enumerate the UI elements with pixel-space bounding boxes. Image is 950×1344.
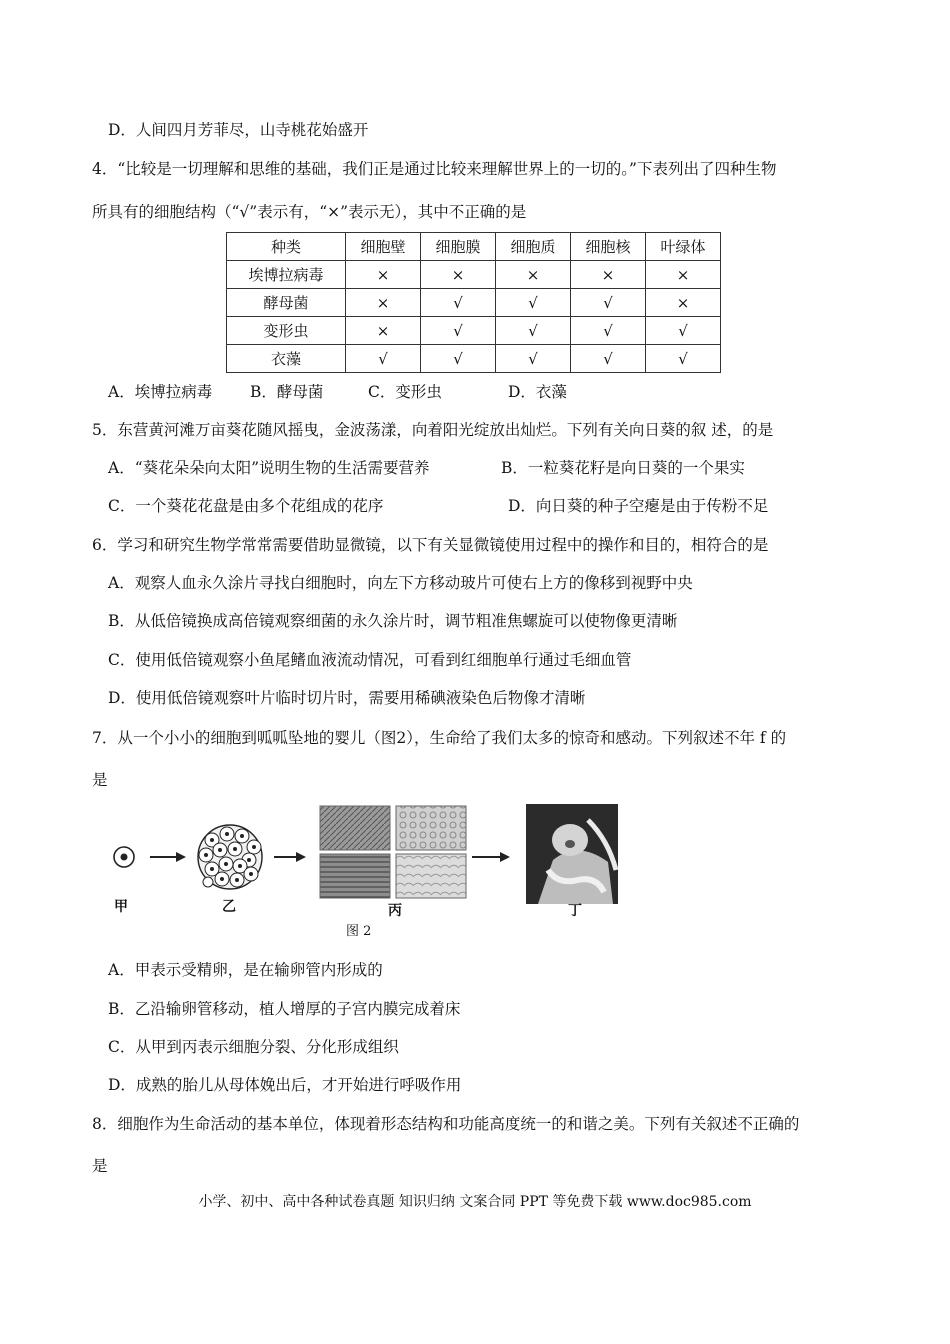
table-cell: × [346,261,421,289]
table-header-row [227,233,721,261]
q5-option-d: D．向日葵的种子空瘪是由于传粉不足 [508,497,769,515]
table-row [227,289,721,317]
figure-label-jia: 甲 [114,899,128,915]
table-cell: 变形虫 [227,317,346,345]
table-cell: √ [346,345,421,373]
figure-2-development [108,800,620,939]
q7-option-c: C．从甲到丙表示细胞分裂、分化形成组织 [108,1038,399,1056]
tissue-micrographs-icon [320,806,466,898]
q4-stem-line2: 所具有的细胞结构（“√”表示有，“×”表示无），其中不正确的是 [92,203,527,221]
table-header-cell: 叶绿体 [646,233,721,261]
q6-option-a: A．观察人血永久涂片寻找白细胞时，向左下方移动玻片可使右上方的像移到视野中央 [108,574,693,592]
q7-stem-line2: 是 [92,771,108,789]
table-cell: × [421,261,496,289]
q8-stem-line1: 8．细胞作为生命活动的基本单位，体现着形态结构和功能高度统一的和谐之美。下列有关叙述不正确的 [92,1115,800,1133]
figure-label-bing: 丙 [388,903,402,919]
figure-label-ding: 丁 [568,903,582,919]
table-cell: √ [571,345,646,373]
table-row [227,345,721,373]
table-cell: × [496,261,571,289]
q7-option-d: D．成熟的胎儿从母体娩出后，才开始进行呼吸作用 [108,1076,462,1094]
q6-option-c: C．使用低倍镜观察小鱼尾鳍血液流动情况，可看到红细胞单行通过毛细血管 [108,651,632,669]
q8-stem-line2: 是 [92,1157,108,1175]
table-header-cell: 种类 [227,233,346,261]
development-diagram [108,800,620,918]
table-cell: 埃博拉病毒 [227,261,346,289]
q3-option-d: D．人间四月芳菲尽，山寺桃花始盛开 [108,121,369,139]
q4-option-b: B．酵母菌 [250,383,324,401]
table-cell: √ [571,289,646,317]
table-cell: √ [496,345,571,373]
table-cell: × [346,289,421,317]
q4-option-d: D．衣藻 [508,383,567,401]
table-cell: × [346,317,421,345]
table-row [227,317,721,345]
q7-option-b: B．乙沿输卵管移动，植人增厚的子宫内膜完成着床 [108,1000,461,1018]
q4-option-c: C．变形虫 [368,383,442,401]
table-header-cell: 细胞质 [496,233,571,261]
table-cell: √ [646,317,721,345]
q5-option-b: B．一粒葵花籽是向日葵的一个果实 [501,459,745,477]
q5-option-c: C．一个葵花花盘是由多个花组成的花序 [108,497,384,515]
table-row [227,261,721,289]
table-cell: √ [646,345,721,373]
figure-caption: 图 2 [346,924,372,939]
zygote-icon [114,847,134,867]
figure-label-yi: 乙 [222,899,236,915]
q6-option-b: B．从低倍镜换成高倍镜观察细菌的永久涂片时，调节粗准焦螺旋可以使物像更清晰 [108,612,678,630]
arrow-icon [150,852,186,862]
q7-option-a: A．甲表示受精卵，是在输卵管内形成的 [108,961,383,979]
table-cell: × [646,289,721,317]
q4-stem-line1: 4．“比较是一切理解和思维的基础，我们正是通过比较来理解世界上的一切的。”下表列出了四种生物 [92,160,777,178]
newborn-baby-icon [526,804,618,904]
table-cell: 衣藻 [227,345,346,373]
table-cell: √ [496,317,571,345]
arrow-icon [472,852,510,862]
table-header-cell: 细胞壁 [346,233,421,261]
table-cell: √ [421,345,496,373]
cell-structure-table [226,232,721,373]
table-header-cell: 细胞核 [571,233,646,261]
arrow-icon [274,852,306,862]
q7-stem-line1: 7．从一个小小的细胞到呱呱坠地的婴儿（图2），生命给了我们太多的惊奇和感动。下列叙述不年 f 的 [92,729,787,747]
table-cell: √ [421,289,496,317]
table-cell: √ [571,317,646,345]
q5-stem: 5．东营黄河滩万亩葵花随风摇曳，金波荡漾，向着阳光绽放出灿烂。下列有关向日葵的叙 述，的是 [92,421,774,439]
q6-option-d: D．使用低倍镜观察叶片临时切片时，需要用稀碘液染色后物像才清晰 [108,689,586,707]
page-footer: 小学、初中、高中各种试卷真题 知识归纳 文案合同 PPT 等免费下载 www.doc985.com [198,1194,752,1210]
table-cell: √ [496,289,571,317]
table-cell: √ [421,317,496,345]
table-cell: × [571,261,646,289]
q5-option-a: A．“葵花朵朵向太阳”说明生物的生活需要营养 [108,459,430,477]
q4-option-a: A．埃博拉病毒 [108,383,213,401]
cell-cluster-icon [198,825,262,889]
table-header-cell: 细胞膜 [421,233,496,261]
table-cell: × [646,261,721,289]
q6-stem: 6．学习和研究生物学常常需要借助显微镜，以下有关显微镜使用过程中的操作和目的，相符合的是 [92,536,769,554]
table-cell: 酵母菌 [227,289,346,317]
